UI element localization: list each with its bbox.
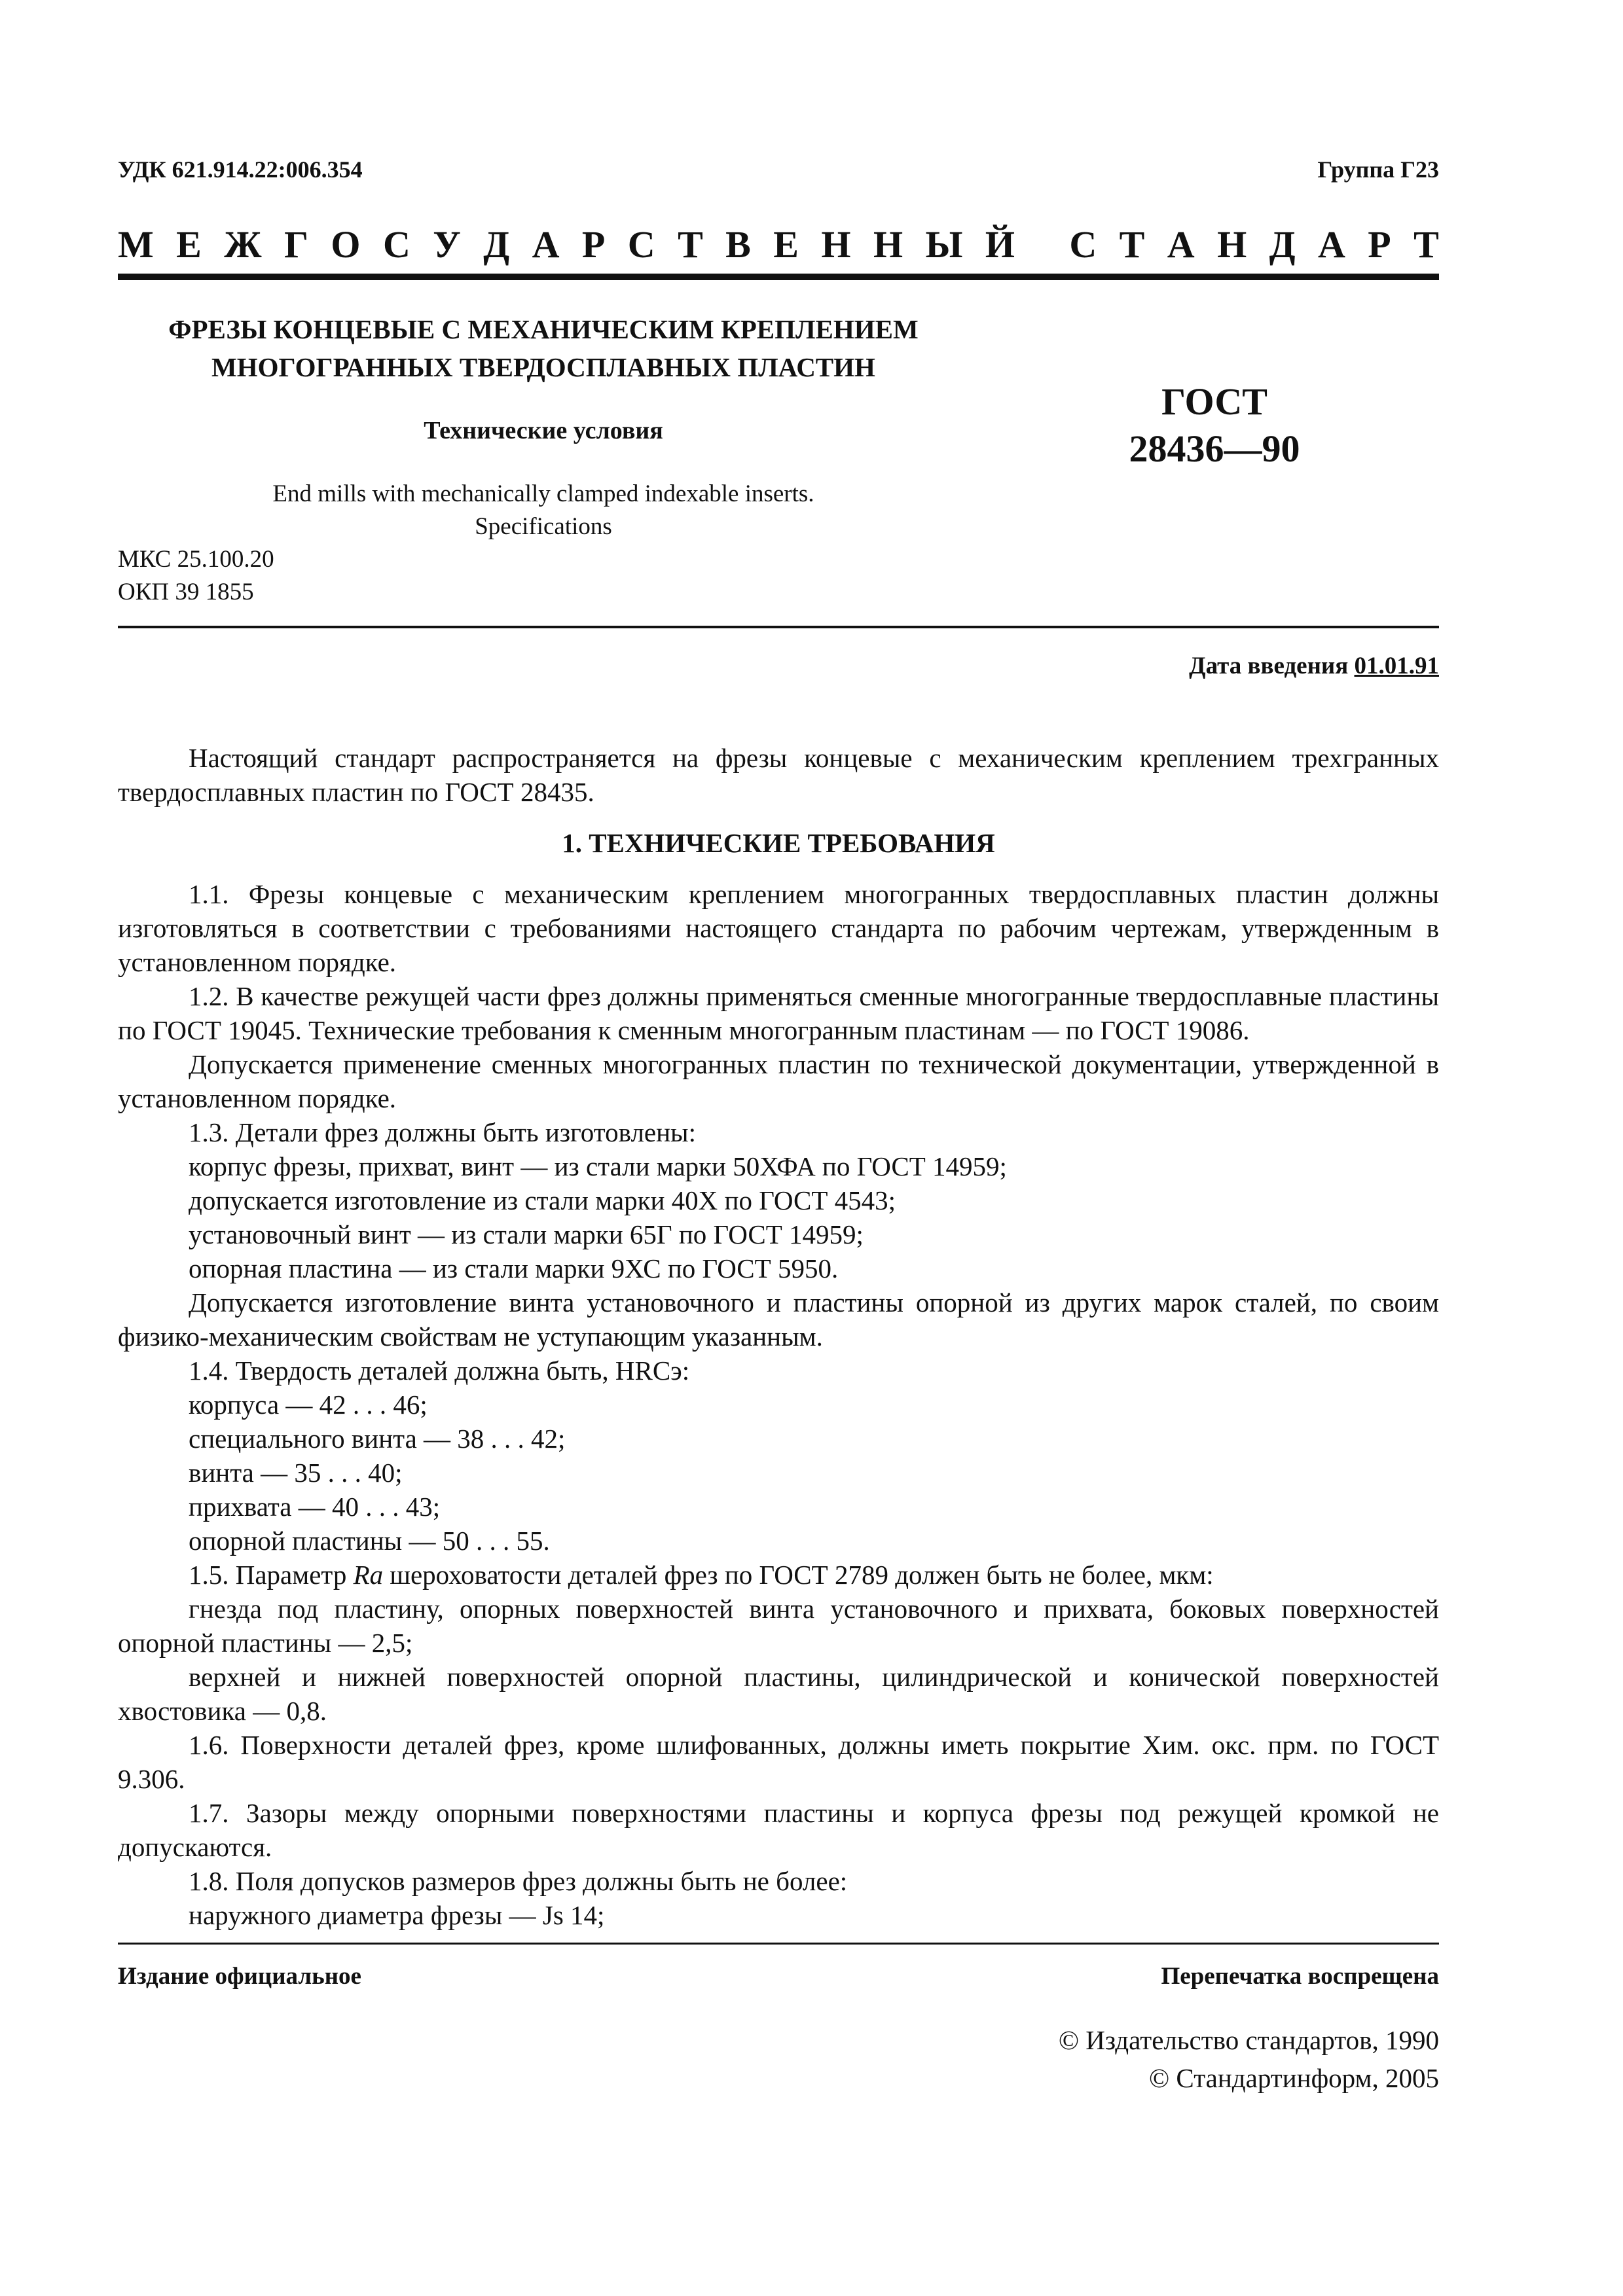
paragraph-1-6: 1.6. Поверхности деталей фрез, кроме шлифованных, должны иметь покрытие Хим. окс. прм. по ГОСТ 9.306. [118, 1730, 1439, 1794]
gost-label: ГОСТ [1161, 380, 1267, 423]
paragraph-1-7: 1.7. Зазоры между опорными поверхностями пластины и корпуса фрезы под режущей кромкой не допускаются. [118, 1798, 1439, 1862]
banner-letter: Д [483, 223, 510, 266]
paragraph-1-3: 1.3. Детали фрез должны быть изготовлены: [189, 1117, 696, 1147]
ra-parameter: Ra [353, 1560, 384, 1590]
banner-letter: Д [1269, 223, 1296, 266]
introduction-date [1189, 652, 1439, 680]
interstate-standard-banner [118, 223, 1439, 266]
list-item: винта — 35 . . . 40; [189, 1458, 403, 1488]
banner-letter: С [627, 223, 655, 266]
banner-letter: О [331, 223, 361, 266]
gost-number: 28436—90 [1129, 427, 1300, 470]
list-item: корпус фрезы, прихват, винт — из стали марки 50ХФА по ГОСТ 14959; [189, 1151, 1007, 1181]
banner-letter: М [118, 223, 154, 266]
reprint-prohibited: Перепечатка воспрещена [1161, 1963, 1439, 1990]
official-edition: Издание официальное [118, 1963, 361, 1990]
section-heading: 1. ТЕХНИЧЕСКИЕ ТРЕБОВАНИЯ [562, 828, 995, 858]
banner-letter: В [725, 223, 751, 266]
paragraph-1-8: 1.8. Поля допусков размеров фрез должны быть не более: [189, 1866, 848, 1896]
udk-code: УДК 621.914.22:006.354 [118, 156, 363, 183]
copyright-line-2: © Стандартинформ, 2005 [1149, 2063, 1439, 2093]
banner-letter: Г [284, 223, 308, 266]
title-rule [118, 626, 1439, 628]
list-item: корпуса — 42 . . . 46; [189, 1390, 428, 1420]
banner-letter: Н [873, 223, 903, 266]
banner-letter: Т [1413, 223, 1439, 266]
paragraph-1-3b: Допускается изготовление винта установочного и пластины опорной из других марок сталей, по своим физико-механическим свойствам не уступающим указанным. [118, 1287, 1439, 1352]
banner-letter: Р [581, 223, 606, 266]
group-code: Группа Г23 [1317, 156, 1439, 183]
list-item: установочный винт — из стали марки 65Г по ГОСТ 14959; [189, 1219, 864, 1249]
banner-letter: С [1069, 223, 1097, 266]
banner-rule [118, 274, 1439, 280]
banner-letter: Е [176, 223, 202, 266]
list-item: опорная пластина — из стали марки 9ХС по ГОСТ 5950. [189, 1253, 839, 1283]
banner-letter: Е [773, 223, 799, 266]
paragraph-1-2: 1.2. В качестве режущей части фрез должны применяться сменные многогранные твердосплавные пластины по ГОСТ 19045. Технические требования к сменным многогранным пластинам — по ГОСТ 19086. [118, 981, 1439, 1045]
banner-letter: Н [821, 223, 851, 266]
mks-code: МКС 25.100.20 [118, 546, 274, 573]
paragraph-1-5 [118, 1558, 1439, 1592]
list-item: допускается изготовление из стали марки 40Х по ГОСТ 4543; [189, 1185, 896, 1215]
banner-letter: А [1167, 223, 1195, 266]
banner-letter: У [433, 223, 461, 266]
banner-letter: Р [1368, 223, 1391, 266]
banner-letter: С [382, 223, 410, 266]
paragraph-1-1: 1.1. Фрезы концевые с механическим креплением многогранных твердосплавных пластин должны изготовляться в соответствии с требованиями настоящего стандарта по рабочим чертежам, утвержденным в установленном порядке. [118, 879, 1439, 977]
list-item: специального винта — 38 . . . 42; [189, 1424, 566, 1454]
document-title [118, 310, 969, 386]
paragraph-1-5b: верхней и нижней поверхностей опорной пластины, цилиндрической и конической поверхностей хвостовика — 0,8. [118, 1662, 1439, 1726]
document-body [118, 741, 1439, 1932]
banner-letter: А [532, 223, 560, 266]
date-label: Дата введения [1189, 653, 1349, 679]
copyright-line-1: © Издательство стандартов, 1990 [1058, 2025, 1439, 2055]
banner-letter: Й [985, 223, 1015, 266]
classification-codes [118, 543, 274, 609]
gost-designation [1106, 378, 1322, 473]
banner-letter: А [1317, 223, 1345, 266]
banner-letter: Т [678, 223, 703, 266]
list-item: наружного диаметра фрезы — Js 14; [189, 1900, 605, 1930]
okp-code: ОКП 39 1855 [118, 579, 254, 605]
english-title [118, 478, 969, 543]
banner-letter: Т [1119, 223, 1145, 266]
p1-5-post: шероховатости деталей фрез по ГОСТ 2789 должен быть не более, мкм: [383, 1560, 1214, 1590]
list-item: прихвата — 40 . . . 43; [189, 1492, 441, 1522]
banner-gap [1037, 223, 1047, 266]
paragraph-1-5a: гнезда под пластину, опорных поверхностей винта установочного и прихвата, боковых поверхностей опорной пластины — 2,5; [118, 1594, 1439, 1658]
intro-paragraph: Настоящий стандарт распространяется на фрезы концевые с механическим креплением трехгранных твердосплавных пластин по ГОСТ 28435. [118, 743, 1439, 807]
title-line-1: ФРЕЗЫ КОНЦЕВЫЕ С МЕХАНИЧЕСКИМ КРЕПЛЕНИЕМ [168, 314, 919, 344]
copyright-block [1059, 2021, 1439, 2097]
banner-letter: Ж [224, 223, 262, 266]
document-subtitle: Технические условия [424, 417, 663, 444]
date-value: 01.01.91 [1354, 653, 1439, 679]
banner-letter: Н [1217, 223, 1247, 266]
p1-5-pre: 1.5. Параметр [189, 1560, 354, 1590]
paragraph-1-2b: Допускается применение сменных многогранных пластин по технической документации, утвержденной в установленном порядке. [118, 1049, 1439, 1113]
english-title-line-1: End mills with mechanically clamped indexable inserts. [272, 480, 814, 507]
paragraph-1-4: 1.4. Твердость деталей должна быть, HRCэ: [189, 1355, 690, 1386]
footer-rule [118, 1943, 1439, 1945]
english-title-line-2: Specifications [475, 513, 612, 540]
title-line-2: МНОГОГРАННЫХ ТВЕРДОСПЛАВНЫХ ПЛАСТИН [211, 352, 875, 382]
banner-letter: Ы [925, 223, 963, 266]
list-item: опорной пластины — 50 . . . 55. [189, 1526, 550, 1556]
